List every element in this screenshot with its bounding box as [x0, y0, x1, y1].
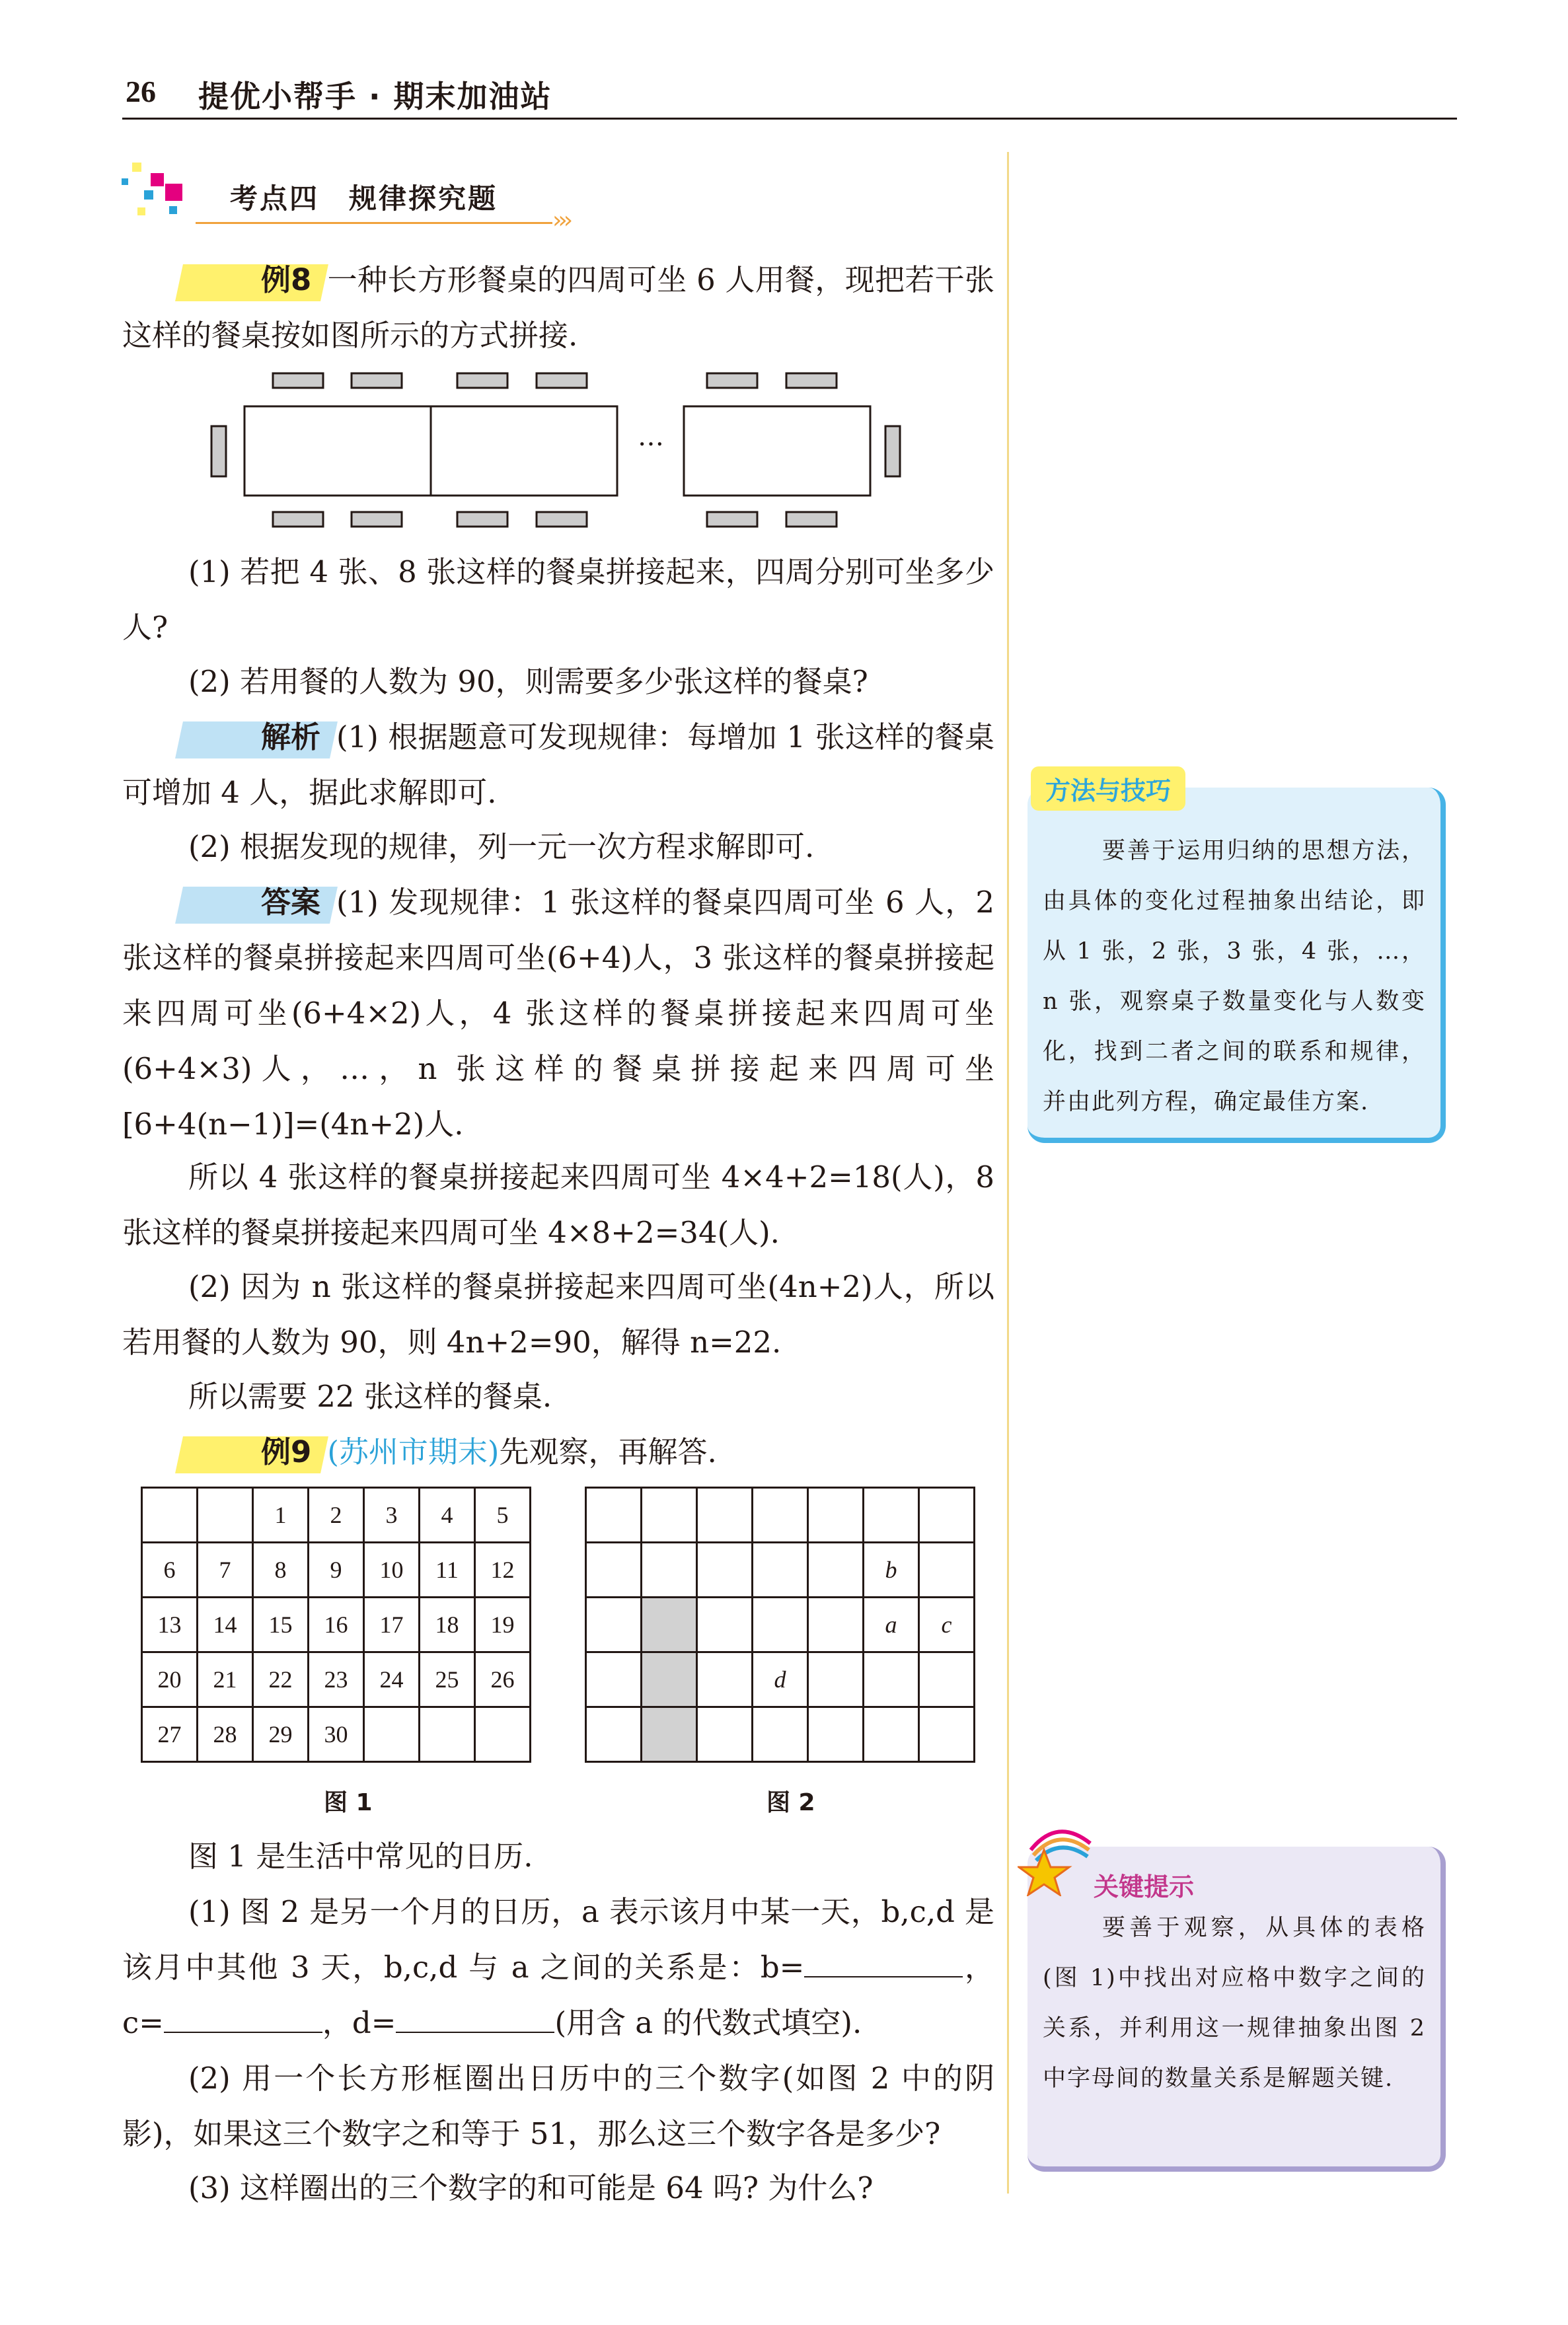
ex8-answer2: 所以 4 张这样的餐桌拼接起来四周可坐 4×4+2=18(人)，8 张这样的餐桌拼接起来四周可坐 4×8+2=34(人).: [122, 1160, 994, 1250]
ex8-statement: [122, 252, 994, 363]
calendar-cell: 8: [253, 1543, 309, 1598]
section-title: 考点四 规律探究题: [230, 182, 498, 215]
calendar-figure-2: [585, 1487, 975, 1763]
calendar-cell: 20: [142, 1652, 198, 1707]
calendar-cell: [142, 1488, 198, 1543]
calendar-cell: 28: [198, 1707, 253, 1762]
ex9-q3: (3) 这样圈出的三个数字的和可能是 64 吗? 为什么?: [188, 2170, 874, 2205]
figure-1-caption: 图 1: [324, 1789, 373, 1816]
section-decoration-icon: [118, 159, 197, 225]
calendar-cell: 7: [198, 1543, 253, 1598]
calendar-cell: 22: [253, 1652, 309, 1707]
section-arrow-icon: ›››: [552, 207, 570, 234]
star-icon: [1018, 1824, 1097, 1896]
calendar-cell: [364, 1707, 420, 1762]
letter-b: b: [864, 1543, 919, 1598]
calendar-cell: 3: [364, 1488, 420, 1543]
analysis-label: 解析: [188, 710, 327, 765]
table-arrangement-figure: [205, 367, 912, 542]
calendar-cell: [420, 1707, 475, 1762]
letter-a: a: [864, 1598, 919, 1652]
calendar-cell: 13: [142, 1598, 198, 1652]
calendar-cell: 18: [420, 1598, 475, 1652]
calendar-cell: 21: [198, 1652, 253, 1707]
blank-c[interactable]: [164, 2008, 322, 2033]
blank-b[interactable]: [804, 1952, 963, 1977]
ex9-q2: (2) 用一个长方形框圈出日历中的三个数字(如图 2 中的阴影)，如果这三个数字之和等于 51，那么这三个数字各是多少?: [122, 2061, 994, 2151]
book-title: 提优小帮手 · 期末加油站: [198, 79, 552, 114]
calendar-cell: 27: [142, 1707, 198, 1762]
letter-d: d: [753, 1652, 808, 1707]
ex8-analysis1: 解析 (1) 根据题意可发现规律：每增加 1 张这样的餐桌可增加 4 人，据此求解即可.: [122, 710, 994, 821]
ex9-statement: 例9 (苏州市期末)先观察，再解答.: [122, 1424, 994, 1480]
figure-2-caption: 图 2: [766, 1789, 815, 1816]
section-underline: [196, 222, 552, 224]
calendar-cell: 11: [420, 1543, 475, 1598]
calendar-cell: 12: [475, 1543, 531, 1598]
ex8-label: 例8: [188, 252, 318, 308]
calendar-cell: 24: [364, 1652, 420, 1707]
calendar-cell: 19: [475, 1598, 531, 1652]
calendar-cell: 30: [309, 1707, 364, 1762]
ex9-source: (苏州市期末): [327, 1434, 500, 1469]
ex8-answer1: 答案 (1) 发现规律：1 张这样的餐桌四周可坐 6 人，2 张这样的餐桌拼接起来四周可坐(6+4)人，3 张这样的餐桌拼接起来四周可坐(6+4×2)人，4 张这样的餐桌拼接起来四周可坐(6+4×3)人，…，n 张这样的餐桌拼接起来四周可坐[6+4(n−1)]=(4n+2)人.: [122, 875, 994, 1152]
hint-label: 关键提示: [1094, 1872, 1195, 1901]
ex8-answer3: (2) 因为 n 张这样的餐桌拼接起来四周可坐(4n+2)人，所以若用餐的人数为 90，则 4n+2=90，解得 n=22.: [122, 1269, 994, 1360]
letter-c: c: [919, 1598, 975, 1652]
calendar-figure-1: [141, 1487, 531, 1763]
calendar-cell: 25: [420, 1652, 475, 1707]
tips-text: 要善于运用归纳的思想方法，由具体的变化过程抽象出结论，即从 1 张，2 张，3 张，4 张，…，n 张，观察桌子数量变化与人数变化，找到二者之间的联系和规律，并由此列方程，确定最佳方案.: [1043, 838, 1426, 1115]
tips-label: 方法与技巧: [1031, 766, 1185, 811]
page-number: 26: [126, 75, 156, 108]
header-rule: [122, 118, 1457, 120]
calendar-cell: 2: [309, 1488, 364, 1543]
column-divider: [1007, 152, 1009, 2194]
figure-ellipsis: …: [638, 422, 664, 452]
ex8-q2: (2) 若用餐的人数为 90，则需要多少张这样的餐桌?: [188, 664, 868, 699]
calendar-cell: 9: [309, 1543, 364, 1598]
ex8-text: 一种长方形餐桌的四周可坐 6 人用餐，现把若干张这样的餐桌按如图所示的方式拼接.: [122, 262, 994, 353]
calendar-cell: 4: [420, 1488, 475, 1543]
calendar-cell: 5: [475, 1488, 531, 1543]
calendar-cell: 16: [309, 1598, 364, 1652]
calendar-cell: 23: [309, 1652, 364, 1707]
ex8-answer4: 所以需要 22 张这样的餐桌.: [188, 1379, 552, 1414]
calendar-cell: [198, 1488, 253, 1543]
hint-text: 要善于观察，从具体的表格(图 1)中找出对应格中数字之间的关系，并利用这一规律抽象出图 2 中字母间的数量关系是解题关键.: [1043, 1915, 1426, 2092]
calendar-cell: 6: [142, 1543, 198, 1598]
calendar-cell: 10: [364, 1543, 420, 1598]
calendar-cell: 29: [253, 1707, 309, 1762]
ex9-p1: 图 1 是生活中常见的日历.: [188, 1839, 533, 1874]
ex8-q1: (1) 若把 4 张、8 张这样的餐桌拼接起来，四周分别可坐多少人?: [122, 554, 994, 645]
calendar-cell: 1: [253, 1488, 309, 1543]
blank-d[interactable]: [396, 2008, 554, 2033]
calendar-cell: [475, 1707, 531, 1762]
calendar-cell: 14: [198, 1598, 253, 1652]
calendar-cell: 17: [364, 1598, 420, 1652]
ex9-label: 例9: [188, 1424, 318, 1480]
calendar-cell: 26: [475, 1652, 531, 1707]
ex8-analysis2: (2) 根据发现的规律，列一元一次方程求解即可.: [188, 829, 815, 864]
ex9-q1: (1) 图 2 是另一个月的日历，a 表示该月中某一天，b,c,d 是该月中其他 3 天，b,c,d 与 a 之间的关系是：b= ，c= ，d= (用含 a 的代数式填空).: [122, 1894, 994, 2040]
calendar-cell: 15: [253, 1598, 309, 1652]
answer-label: 答案: [188, 875, 327, 930]
